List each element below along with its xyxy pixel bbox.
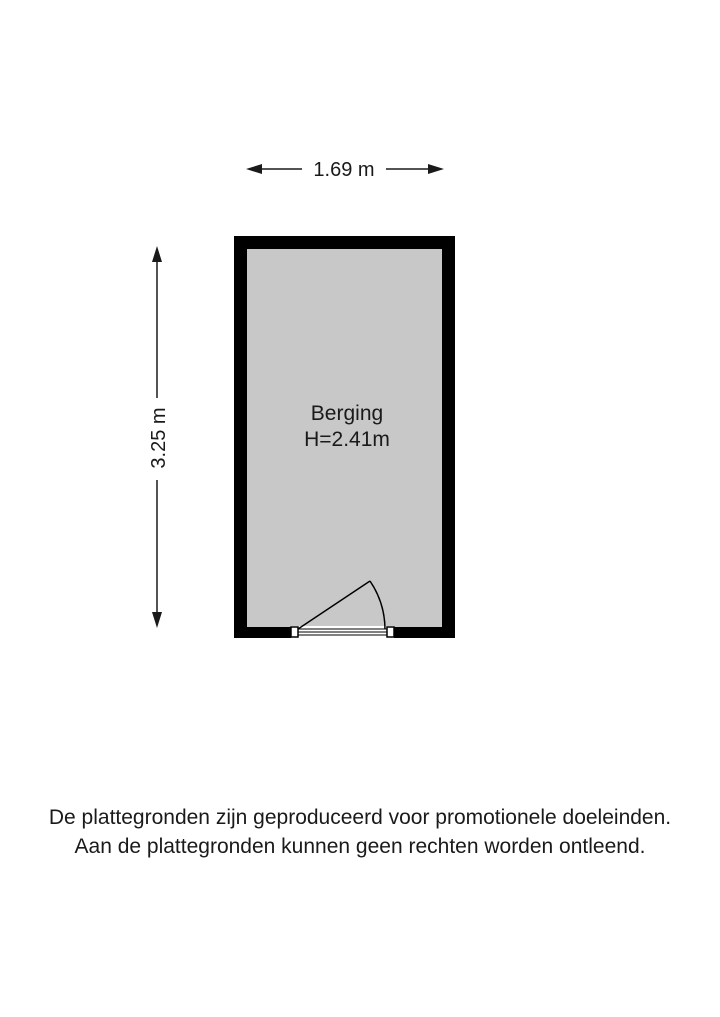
height-label: 3.25 m xyxy=(148,407,170,469)
height-arrow-top xyxy=(152,246,162,262)
door-jamb-right xyxy=(387,627,394,637)
width-dimension xyxy=(246,159,444,181)
disclaimer-line-1: De plattegronden zijn geproduceerd voor promotionele doeleinden. xyxy=(48,806,672,829)
width-arrow-right xyxy=(428,164,444,174)
height-dimension xyxy=(148,246,170,628)
width-arrow-left xyxy=(246,164,262,174)
room-height: H=2.41m xyxy=(304,428,390,451)
door-jamb-left xyxy=(291,627,298,637)
room-name: Berging xyxy=(310,402,384,425)
height-arrow-bottom xyxy=(152,612,162,628)
disclaimer-line-2: Aan de plattegronden kunnen geen rechten worden ontleend. xyxy=(74,835,646,858)
disclaimer xyxy=(0,803,720,861)
width-label: 1.69 m xyxy=(313,159,375,181)
